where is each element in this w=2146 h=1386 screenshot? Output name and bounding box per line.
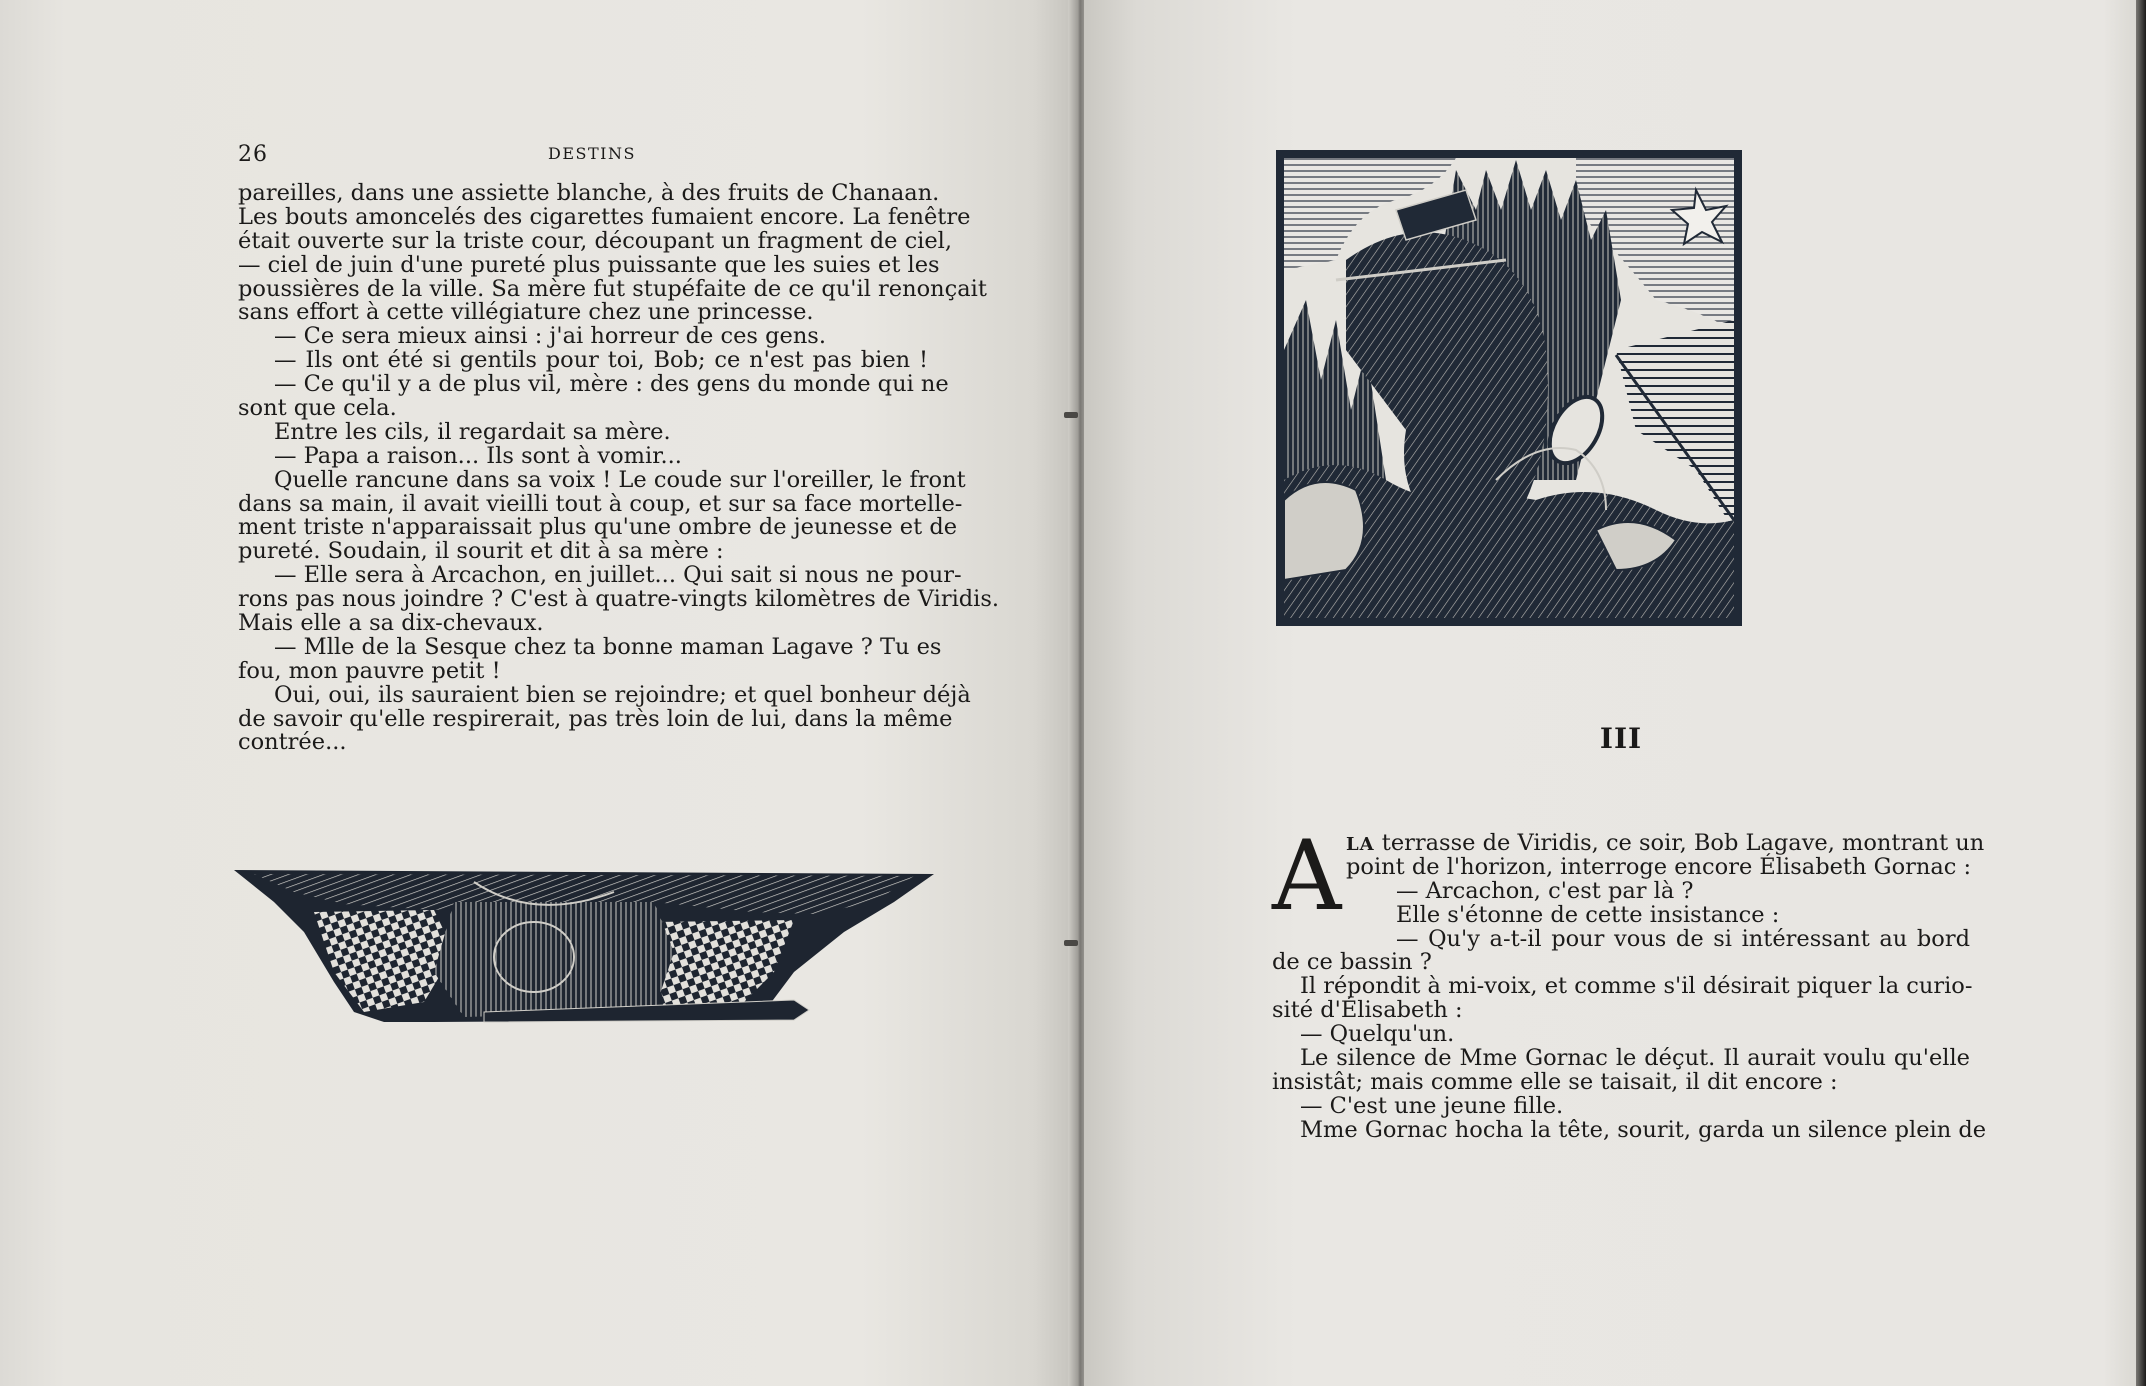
text-line: Il répondit à mi-voix, et comme s'il désirait piquer la curio- — [1300, 973, 1973, 1000]
chapter-number: III — [1599, 722, 1643, 755]
text-line: — Quelqu'un. — [1300, 1021, 1455, 1048]
text-line: pareilles, dans une assiette blanche, à des fruits de Chanaan. — [238, 180, 940, 206]
page-number: 26 — [238, 142, 268, 167]
text-line: fou, mon pauvre petit ! — [238, 657, 501, 684]
text-line: dans sa main, il avait vieilli tout à coup, et sur sa face mortelle- — [238, 490, 963, 517]
drop-cap: A — [1272, 820, 1342, 932]
text-line: contrée... — [238, 729, 347, 756]
text-line: Quelle rancune dans sa voix ! Le coude sur l'oreiller, le front — [274, 466, 966, 493]
text-line: pureté. Soudain, il sourit et dit à sa mère : — [238, 538, 724, 565]
headpiece-woodcut-icon — [1276, 150, 1742, 626]
text-line: poussières de la ville. Sa mère fut stupéfaite de ce qu'il renonçait — [238, 275, 987, 302]
text-line: point de l'horizon, interroge encore Élisabeth Gornac : — [1346, 853, 1972, 880]
text-line: — Ce sera mieux ainsi : j'ai horreur de ces gens. — [274, 323, 827, 350]
text-line: rons pas nous joindre ? C'est à quatre-vingts kilomètres de Viridis. — [238, 586, 1000, 613]
text-line: — C'est une jeune fille. — [1300, 1092, 1564, 1119]
left-body-text — [238, 180, 1000, 756]
text-line: sité d'Élisabeth : — [1272, 997, 1463, 1024]
right-body-text — [1272, 820, 1987, 1143]
text-line: sont que cela. — [238, 395, 397, 422]
text-line: Mais elle a sa dix-chevaux. — [238, 610, 544, 637]
text-line: ment triste n'apparaissait plus qu'une ombre de jeunesse et de — [238, 514, 958, 541]
text-line: Mme Gornac hocha la tête, sourit, garda un silence plein de — [1300, 1116, 1987, 1143]
text-line: était ouverte sur la triste cour, découpant un fragment de ciel, — [238, 227, 953, 254]
text-line: Le silence de Mme Gornac le déçut. Il aurait voulu qu'elle — [1300, 1045, 1970, 1072]
lead-smallcaps: LA — [1346, 834, 1375, 855]
text-line: Elle s'étonne de cette insistance : — [1396, 901, 1780, 928]
text-line: Oui, oui, ils sauraient bien se rejoindre; et quel bonheur déjà — [274, 681, 971, 708]
text-line-rest: terrasse de Viridis, ce soir, Bob Lagave, montrant un — [1374, 830, 1985, 856]
page-edge-right — [2136, 0, 2146, 1386]
binding-stitch — [1064, 940, 1078, 946]
text-line: — Qu'y a-t-il pour vous de si intéressant au bord — [1396, 925, 1970, 952]
text-line: — Papa a raison... Ils sont à vomir... — [274, 442, 682, 469]
text-line: insistât; mais comme elle se taisait, il dit encore : — [1272, 1068, 1838, 1095]
text-line: Entre les cils, il regardait sa mère. — [274, 418, 671, 445]
tailpiece-woodcut-icon — [234, 862, 934, 1032]
text-line: — Elle sera à Arcachon, en juillet... Qui sait si nous ne pour- — [274, 562, 962, 589]
text-line: — ciel de juin d'une pureté plus puissante que les suies et les — [238, 251, 940, 278]
text-line: de ce bassin ? — [1272, 949, 1432, 976]
text-line: de savoir qu'elle respirerait, pas très loin de lui, dans la même — [238, 705, 953, 732]
binding-stitch — [1064, 412, 1078, 418]
text-line: sans effort à cette villégiature chez une princesse. — [238, 299, 814, 326]
text-line: Les bouts amoncelés des cigarettes fumaient encore. La fenêtre — [238, 203, 971, 230]
text-line — [1272, 830, 1985, 856]
running-head — [238, 142, 928, 166]
text-line: — Ils ont été si gentils pour toi, Bob; ce n'est pas bien ! — [274, 347, 928, 374]
running-title: DESTINS — [548, 144, 636, 163]
text-line: — Arcachon, c'est par là ? — [1396, 877, 1694, 904]
text-line: — Mlle de la Sesque chez ta bonne maman Lagave ? Tu es — [274, 633, 942, 660]
text-line: — Ce qu'il y a de plus vil, mère : des gens du monde qui ne — [274, 371, 949, 398]
